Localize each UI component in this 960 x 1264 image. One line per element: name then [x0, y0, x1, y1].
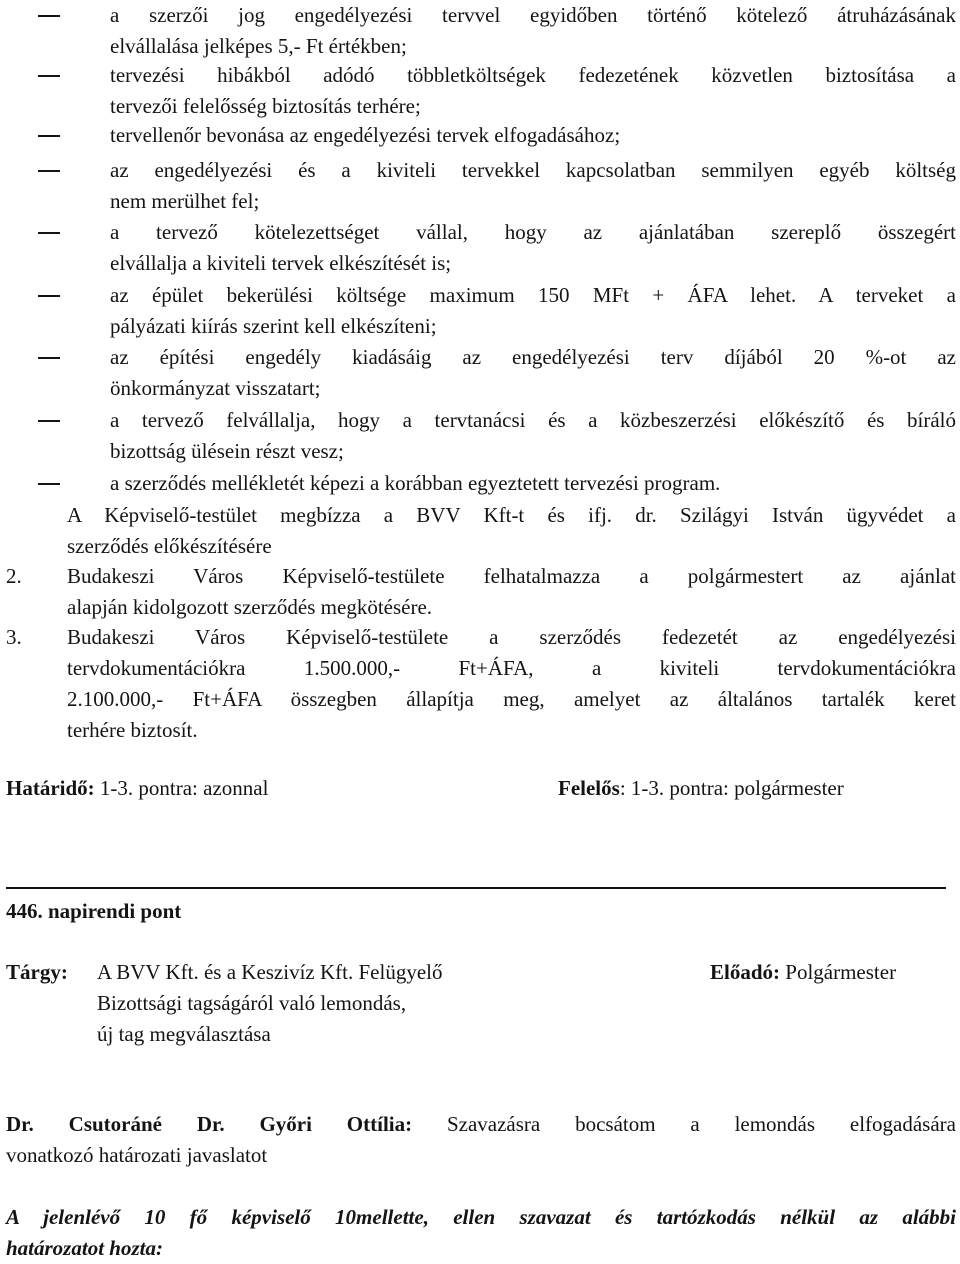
vote-result	[6, 1202, 956, 1264]
point-line: terhére biztosít.	[67, 718, 198, 742]
resolution-point	[6, 622, 956, 746]
speech-line: vonatkozó határozati javaslatot	[6, 1143, 268, 1167]
condition-line: a tervező felvállalja, hogy a tervtanácsi és a közbeszerzési előkészítő és bíráló	[110, 408, 956, 432]
dash-bullet	[38, 295, 60, 297]
presenter-label: Előadó:	[710, 960, 781, 984]
condition-item	[0, 155, 956, 217]
condition-item	[0, 60, 956, 122]
dash-bullet	[38, 483, 60, 485]
section-divider	[6, 887, 946, 889]
subject-line: Bizottsági tagságáról való lemondás,	[97, 991, 407, 1015]
condition-line: önkormányzat visszatart;	[110, 376, 321, 400]
subject-label: Tárgy:	[6, 960, 68, 984]
mandate-line: szerződés előkészítésére	[67, 534, 272, 558]
point-line: alapján kidolgozott szerződés megkötésére.	[67, 595, 433, 619]
responsible-label: Felelős	[558, 776, 620, 800]
condition-line: a szerzői jog engedélyezési tervvel egyidőben történő kötelező átruházásának	[110, 3, 956, 27]
deadline-label: Határidő:	[6, 776, 95, 800]
deadline-value: 1-3. pontra: azonnal	[94, 776, 269, 800]
speech-text: Szavazásra bocsátom a lemondás elfogadására	[412, 1112, 956, 1136]
condition-item	[0, 342, 956, 404]
condition-line: a szerződés mellékletét képezi a korábban egyeztetett tervezési program.	[110, 471, 721, 495]
responsible	[558, 773, 844, 804]
subject-line: új tag megválasztása	[97, 1022, 271, 1046]
condition-line: az engedélyezési és a kiviteli tervekkel kapcsolatban semmilyen egyéb költség	[110, 158, 956, 182]
condition-line: elvállalja a kiviteli tervek elkészítését is;	[110, 251, 452, 275]
condition-line: tervezői felelősség biztosítás terhére;	[110, 94, 421, 118]
dash-bullet	[38, 15, 60, 17]
presenter	[710, 957, 896, 988]
subject-line: A BVV Kft. és a Keszivíz Kft. Felügyelő	[97, 960, 443, 984]
speech-paragraph	[6, 1109, 956, 1171]
subject-text	[97, 957, 557, 1050]
point-number: 2.	[6, 564, 22, 588]
condition-line: az épület bekerülési költsége maximum 150 MFt + ÁFA lehet. A terveket a	[110, 283, 956, 307]
dash-bullet	[38, 232, 60, 234]
point-line: Budakeszi Város Képviselő-testülete felhatalmazza a polgármestert az ajánlat	[67, 564, 956, 588]
condition-line: pályázati kiírás szerint kell elkészíteni;	[110, 314, 437, 338]
condition-line: az építési engedély kiadásáig az engedélyezési terv díjából 20 %-ot az	[110, 345, 956, 369]
dash-bullet	[38, 170, 60, 172]
condition-line: a tervező kötelezettséget vállal, hogy az ajánlatában szereplő összegért	[110, 220, 956, 244]
condition-item	[0, 405, 956, 467]
condition-line: nem merülhet fel;	[110, 189, 260, 213]
condition-item	[0, 280, 956, 342]
point-number: 3.	[6, 625, 22, 649]
point-line: Budakeszi Város Képviselő-testülete a szerződés fedezetét az engedélyezési	[67, 625, 956, 649]
dash-bullet	[38, 135, 60, 137]
speaker-name: Dr. Csutoráné Dr. Győri Ottília:	[6, 1112, 413, 1136]
resolution-point	[6, 561, 956, 623]
condition-line: bizottság ülésein részt vesz;	[110, 439, 344, 463]
condition-line: tervezési hibákból adódó többletköltségek fedezetének közvetlen biztosítása a	[110, 63, 956, 87]
condition-item	[0, 0, 956, 62]
responsible-value: : 1-3. pontra: polgármester	[619, 776, 844, 800]
mandate-paragraph	[67, 500, 956, 562]
point-line: 2.100.000,- Ft+ÁFA összegben állapítja meg, amelyet az általános tartalék keret	[67, 687, 956, 711]
presenter-value: Polgármester	[780, 960, 897, 984]
speech-line	[6, 1109, 956, 1140]
agenda-title: 446. napirendi pont	[6, 899, 182, 923]
condition-line: tervellenőr bevonása az engedélyezési tervek elfogadásához;	[110, 123, 621, 147]
condition-item	[0, 120, 956, 151]
dash-bullet	[38, 420, 60, 422]
vote-line: határozatot hozta:	[6, 1236, 163, 1260]
dash-bullet	[38, 357, 60, 359]
mandate-line: A Képviselő-testület megbízza a BVV Kft-t és ifj. dr. Szilágyi István ügyvédet a	[67, 503, 956, 527]
condition-item	[0, 217, 956, 279]
condition-item	[0, 468, 956, 499]
point-line: tervdokumentációkra 1.500.000,- Ft+ÁFA, a kiviteli tervdokumentációkra	[67, 656, 956, 680]
vote-line: A jelenlévő 10 fő képviselő 10mellette, ellen szavazat és tartózkodás nélkül az alábbi	[6, 1205, 956, 1229]
deadline	[6, 773, 268, 804]
dash-bullet	[38, 75, 60, 77]
condition-line: elvállalása jelképes 5,- Ft értékben;	[110, 34, 407, 58]
